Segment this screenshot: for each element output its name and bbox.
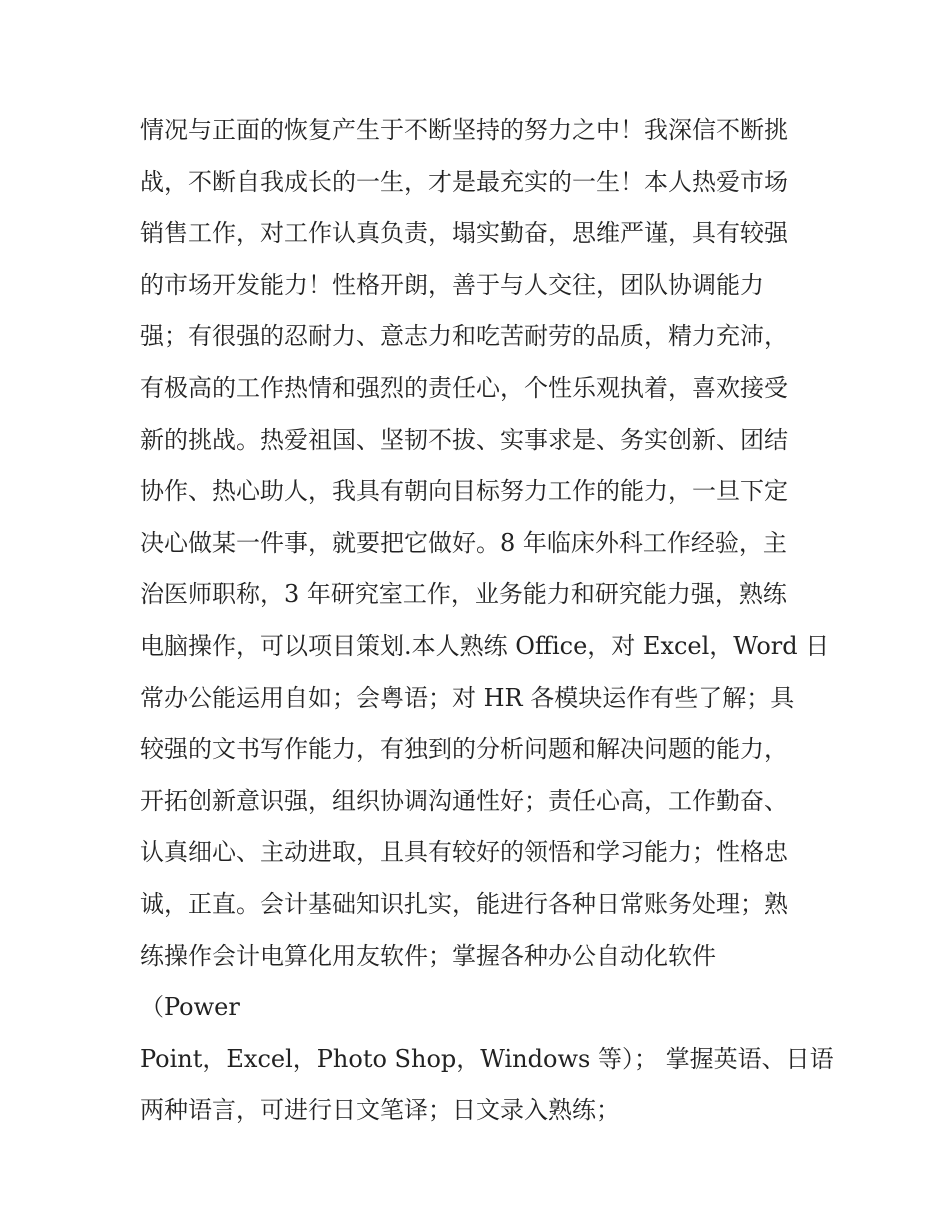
text-line: 协作、热心助人，我具有朝向目标努力工作的能力，一旦下定 — [140, 477, 788, 506]
text-line: 决心做某一件事，就要把它做好。8 年临床外科工作经验，主 — [140, 528, 787, 557]
text-line: 有极高的工作热情和强烈的责任心，个性乐观执着，喜欢接受 — [140, 373, 788, 402]
text-line: 销售工作，对工作认真负责，塌实勤奋，思维严谨，具有较强 — [140, 219, 788, 248]
text-line: 开拓创新意识强，组织协调沟通性好；责任心高，工作勤奋、 — [140, 786, 788, 815]
text-line: 认真细心、主动进取，且具有较好的领悟和学习能力；性格忠 — [140, 838, 788, 867]
text-line: Point，Excel，Photo Shop，Windows 等）； 掌握英语、日语 — [140, 1044, 834, 1073]
text-line: 诚，正直。会计基础知识扎实，能进行各种日常账务处理；熟 — [140, 889, 788, 918]
text-line: 强；有很强的忍耐力、意志力和吃苦耐劳的品质，精力充沛， — [140, 322, 788, 351]
text-line: 两种语言，可进行日文笔译；日文录入熟练； — [140, 1096, 620, 1125]
text-line: 的市场开发能力！性格开朗，善于与人交往，团队协调能力 — [140, 270, 764, 299]
text-line: 练操作会计电算化用友软件；掌握各种办公自动化软件 — [140, 941, 716, 970]
text-line: 较强的文书写作能力，有独到的分析问题和解决问题的能力， — [140, 735, 788, 764]
text-line: 战，不断自我成长的一生，才是最充实的一生！本人热爱市场 — [140, 167, 788, 196]
text-line: 电脑操作，可以项目策划.本人熟练 Office，对 Excel，Word 日 — [140, 631, 830, 660]
text-line: 常办公能运用自如；会粤语；对 HR 各模块运作有些了解；具 — [140, 683, 795, 712]
text-line: 情况与正面的恢复产生于不断坚持的努力之中！我深信不断挑 — [140, 116, 788, 144]
body-text — [140, 105, 834, 1137]
text-line: （Power — [140, 993, 240, 1022]
text-line: 新的挑战。热爱祖国、坚韧不拔、实事求是、务实创新、团结 — [140, 425, 788, 454]
text-line: 治医师职称，3 年研究室工作，业务能力和研究能力强，熟练 — [140, 580, 787, 609]
